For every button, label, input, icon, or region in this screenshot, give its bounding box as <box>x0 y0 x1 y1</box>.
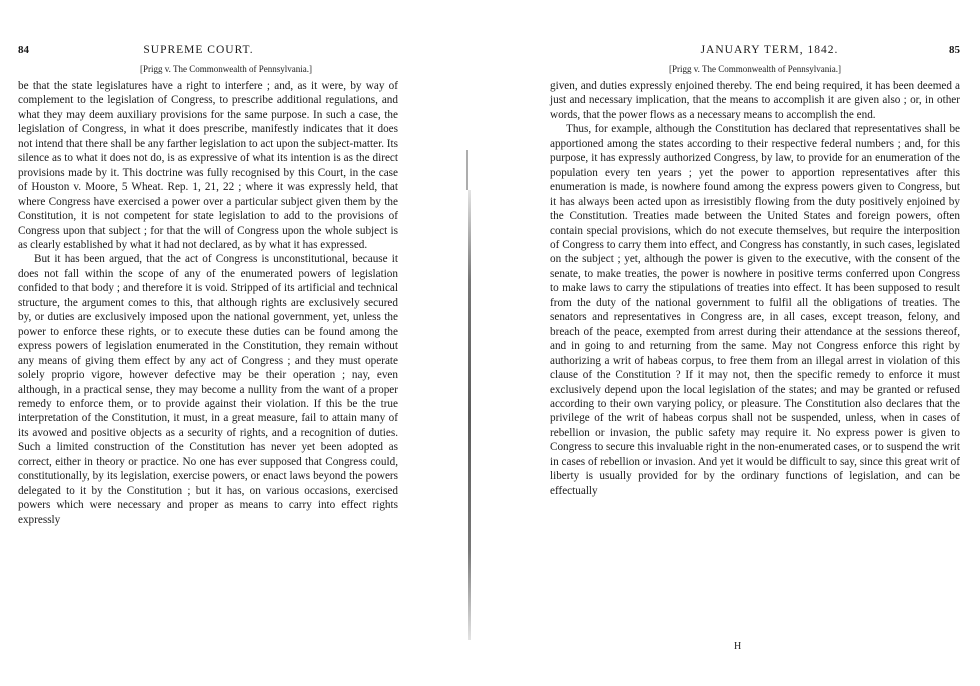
left-page-number: 84 <box>18 44 29 56</box>
right-paragraph-2: Thus, for example, although the Constitution has declared that representatives shall be apportioned among the states according to their respective federal numbers ; and, for this purpose, it has expressly authorized Congress, by law, to provide for an enumeration of the population every ten years ; yet the power to apportion representatives after this enumeration is made, is nowhere found among the express powers given to Congress, but it has always been acted upon as irresistibly flowing from the duty positively enjoined by the Constitution. Treaties made between the United States and foreign powers, often contain special provisions, which do not execute themselves, but require the interposition of Congress to carry them into effect, and Congress has constantly, in such cases, legislated on the subject ; yet, although the power is given to the executive, with the consent of the senate, to make treaties, the power is nowhere in positive terms conferred upon Congress to make laws to carry the stipulations of treaties into effect. It has been supposed to result from the duty of the national government to fulfil all the obligations of treaties. The senators and representatives in Congress are, in all cases, except treason, felony, and breach of the peace, exempted from arrest during their attendance at the sessions thereof, and in going to and returning from the same. May not Congress enforce this right by authorizing a writ of habeas corpus, to free them from an illegal arrest in violation of this clause of the Constitution ? If it may not, then the specific remedy to enforce it must exclusively depend upon the local legislation of the states; and may be granted or refused according to their own varying policy, or pleasure. The Constitution also declares that the privilege of the writ of habeas corpus shall not be suspended, unless, when in cases of rebellion or invasion, the public safety may require it. No express power is given to Congress to secure this invaluable right in the non-enumerated cases, or to suspend the writ in cases of rebellion or invasion. And yet it would be difficult to say, since this great writ of liberty is usually provided for by the ordinary functions of legislation, and can be effectually <box>550 123 960 497</box>
left-paragraph-1: be that the state legislatures have a right to interfere ; and, as it were, by way of complement to the legislation of Congress, to prescribe additional regulations, and what they may deem auxiliary provisions for the same purpose. In such a case, the legislation of Congress, in what it does prescribe, manifestly indicates that it does not intend that there shall be any farther legislation to act upon the subject-matter. Its silence as to what it does not do, is as expressive of what its intention is as the direct provisions made by it. This doctrine was fully recognised by this Court, in the case of Houston v. Moore, 5 Wheat. Rep. 1, 21, 22 ; where it was expressly held, that where Congress have exercised a power over a particular subject given them by the Constitution, it is not competent for state legislation to add to the provisions of Congress upon that subject ; for that the will of Congress upon the whole subject is as clearly established by what it had not declared, as by what it has expressed. <box>18 80 398 251</box>
right-running-title: JANUARY TERM, 1842. <box>700 44 839 56</box>
book-gutter <box>468 190 471 640</box>
left-case-note: [Prigg v. The Commonwealth of Pennsylvania.] <box>140 64 312 74</box>
gutter-mark <box>466 150 468 190</box>
right-body-text <box>550 79 960 498</box>
left-page <box>0 0 470 686</box>
right-case-note: [Prigg v. The Commonwealth of Pennsylvania.] <box>669 64 841 74</box>
right-page-number: 85 <box>949 44 960 56</box>
right-running-head <box>550 44 960 58</box>
left-body-text <box>18 79 398 527</box>
right-paragraph-1: given, and duties expressly enjoined thereby. The end being required, it has been deemed a just and necessary implication, that the means to accomplish it are given also ; or, in other words, that the power flows as a necessary means to accomplish the end. <box>550 80 960 121</box>
signature-mark: H <box>734 641 742 652</box>
left-paragraph-2: But it has been argued, that the act of Congress is unconstitutional, because it does not fall within the scope of any of the enumerated powers of legislation confided to that body ; and therefore it is void. Stripped of its artificial and technical structure, the argument comes to this, that although rights are exclusively secured by, or duties are exclusively imposed upon the national government, yet, unless the power to enforce these rights, or to execute these duties can be found among the express powers of legislation enumerated in the Constitution, they remain without any means of giving them effect by any act of Congress ; and they must operate solely proprio vigore, however defective may be their operation ; nay, even although, in a practical sense, they may become a nullity from the want of a proper remedy to enforce them, or to provide against their violation. If this be the true interpretation of the Constitution, it must, in a great measure, fail to attain many of its avowed and positive objects as a security of rights, and a recognition of duties. Such a limited construction of the Constitution has never yet been adopted as correct, either in theory or practice. No one has ever supposed that Congress could, constitutionally, by its legislation, exercise powers, or enact laws beyond the powers delegated to it by the Constitution ; but it has, on various occasions, exercised powers which were necessary and proper as means to carry into effect rights expressly <box>18 253 398 526</box>
left-running-head <box>18 44 398 58</box>
left-running-title: SUPREME COURT. <box>143 44 254 56</box>
right-page <box>500 0 980 686</box>
